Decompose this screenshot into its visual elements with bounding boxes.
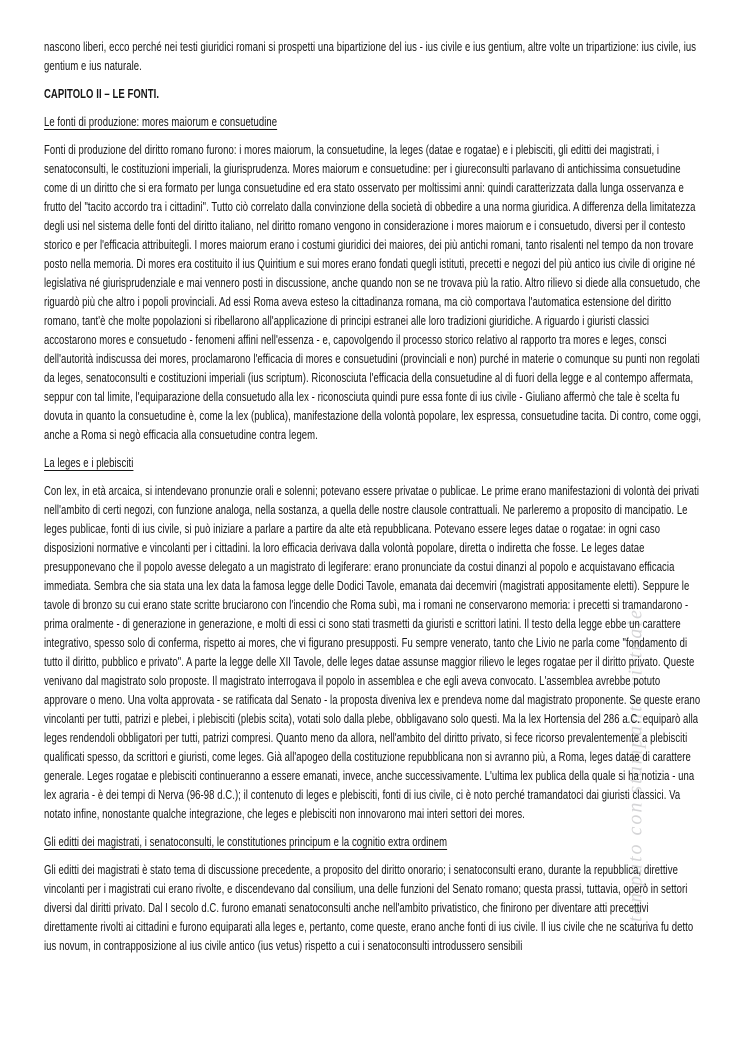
chapter-title: CAPITOLO II – LE FONTI. [44, 87, 160, 101]
section-body-leges-e-plebisciti: Con lex, in età arcaica, si intendevano pronunzie orali e solenni; potevano essere privatae o publicae. Le prime erano manifestazioni di volontà dei privati nell'ambito di certi negozi, con funzione analoga, nella sostanza, a quella delle nostre clausole contrattuali. Ne parleremo a proposito di mancipatio. Le leges publicae, fonti di ius civile, si può iniziare a parlare a partire da alte età repubblicana. Potevano essere leges datae o rogatae: in ogni caso disposizioni normative e vincolanti per i cittadini. la loro efficacia derivava dalla volontà popolare, diretta o indiretta che fosse. Le leges datae presupponevano che il popolo avesse delegato a un magistrato di legiferare: erano pronunciate da costui dinanzi al popolo e acquistavano efficacia immediata. Sembra che sia stata una lex data la famosa legge delle Dodici Tavole, emanata dai decemviri (magistrati appositamente eletti). Seppure le tavole di bronzo su cui erano state scritte bruciarono con l'incendio che Roma subì, ma i romani ne conservarono memoria: i precetti si tramandarono - prima oralmente - di generazione in generazione, e molti di essi ci sono stati trasmetti da giuristi e scrittori latini. Il testo della legge ebbe un carattere integrativo, spesso solo di conferma, rispetto ai mores, che vi figurano presupposti. Fu sempre venerato, tanto che Livio ne parla come "fondamento di tutto il diritto, pubblico e privato". A parte la legge delle XII Tavole, delle leges datae assunse maggior rilievo le leges rogatae per il diritto privato. Queste venivano dal magistrato solo proposte. Il magistrato interrogava il popolo in assemblea e che egli aveva convocato. L'assemblea avrebbe potuto approvare o meno. Una volta approvata - se ratificata dal Senato - la proposta diveniva lex e prendeva nome dal magistrato proponente. Se queste erano vincolanti per tutti, patrizi e plebei, i plebisciti (plebis scita), votati solo dalla plebe, obbligavano solo questi. Ma la lex Hortensia del 286 a.C. equiparò alla leges rendendoli obbligatori per tutti, patrizi compresi. Quanto meno da allora, nell'ambito del diritto privato, si fece ricorso prevalentemente a plebisciti qualificati spesso, da scrittori e giuristi, come leges. Già all'apogeo della costituzione repubblicana non si avranno più, a Roma, leges datae di carattere generale. Leges rogatae e plebisciti continueranno a essere emanati, invece, anche successivamente. L'ultima lex publica della quale si ha notizia - una lex agraria - è dei tempi di Nerva (96-98 d.C.); il contenuto di leges e plebisciti, fonti di ius civile, ci è noto perché tramandatoci dai giuristi classici. Va notato infine, nonostante qualche integrazione, che leges e plebisciti non innovarono mai interi settori dei mores. [44, 484, 701, 821]
section-heading-editti-dei-magistrati: Gli editti dei magistrati, i senatoconsulti, le constitutiones principum e la cognitio extra ordinem [44, 835, 448, 849]
page-content [44, 38, 702, 965]
section-body-fonti-di-produzione: Fonti di produzione del diritto romano furono: i mores maiorum, la consuetudine, la leges (datae e rogatae) e i plebisciti, gli editti dei magistrati, i senatoconsulti, le costituzioni imperiali, la giurisprudenza. Mores maiorum e consuetudine: per i giureconsulti parlavano di antichissima consuetudine come di un diritto che si era formato per lunga consuetudine ed era stato osservato per moltissimi anni: quindi caratterizzata dalla lunga osservanza e frutto del "tacito accordo tra i cittadini". Tutto ciò correlato dalla convinzione della società di obbedire a una norma giuridica. A differenza della limitatezza degli usi nel sistema delle fonti del diritto italiano, nel diritto romano vengono in considerazione i mores maiorum e i consuetudo, diversi per il contesto storico e per l'efficacia attribuitegli. I mores maiorum erano i costumi giuridici dei maiores, dei più antichi romani, tanto risalenti nel tempo da non trovare posto nella memoria. Di mores era costituito il ius Quiritium e sui mores erano fondati quegli istituti, precetti e negozi del più antico ius civile di origine né legislativa né giurisprudenziale e mai vennero posti in discussione, anche quando non se ne trovava più la ratio. Altro rilievo si diede alla consuetudo, che riguardò più che altro i popoli provinciali. Ad essi Roma aveva esteso la cittadinanza romana, ma ciò comportava l'automatica estensione del diritto romano, tant'è che molte popolazioni si ribellarono all'applicazione di principi estranei alle loro tradizioni giuridiche. A riguardo i giuristi classici accostarono mores e consuetudo - fenomeni affini nell'essenza - e, capovolgendo il processo storico relativo al rapporto tra mores e leges, consci dell'autorità indiscussa dei mores, proclamarono l'efficacia di mores e consuetudini (provinciali e non) purché in materie o comunque su punti non regolati da leges, senatoconsulti e costituzioni imperiali (ius scriptum). Riconosciuta l'efficacia della consuetudine al di fuori della legge e al contempo affermata, seppur con tal limite, l'equiparazione della consuetudo alla lex - riconosciuta quindi pure essa fonte di ius civile - Giuliano affermò che tale è scelta fu dovuta in quanto la consuetudine è, come la lex (publica), manifestazione della volontà popolare, lex espressa, consuetudine tacita. Di contro, come oggi, anche a Roma si negò efficacia alla consuetudine contra legem. [44, 143, 702, 442]
section-heading-fonti-di-produzione: Le fonti di produzione: mores maiorum e consuetudine [44, 115, 278, 129]
section-body-editti-dei-magistrati: Gli editti dei magistrati è stato tema di discussione precedente, a proposito del diritto onorario; i senatoconsulti erano, durante la repubblica, direttive vincolanti per i magistrati cui erano rivolte, e discendevano dal consilium, una delle funzioni del Senato romano; questa prassi, tuttavia, operò in settori diversi dal diritti privato. Dal I secolo d.C. furono emanati senatoconsulti anche nell'ambito privatistico, che finirono per diventare atti precettivi direttamente rivolti ai cittadini e furono equiparati alla leges e, pertanto, come queste, erano anche fonti di ius civile. Il ius civile che ne scaturiva fu detto ius novum, in contrapposizione al ius civile antico (ius vetus) rispetto a cui i senatoconsulti introdussero sensibili [44, 863, 694, 953]
watermark-text: stampato con stampante virtuale [624, 608, 647, 932]
intro-paragraph: nascono liberi, ecco perché nei testi giuridici romani si prospetti una bipartizione del ius - ius civile e ius gentium, altre volte un tripartizione: ius civile, ius gentium e ius naturale. [44, 40, 697, 73]
section-heading-leges-e-plebisciti: La leges e i plebisciti [44, 456, 134, 470]
